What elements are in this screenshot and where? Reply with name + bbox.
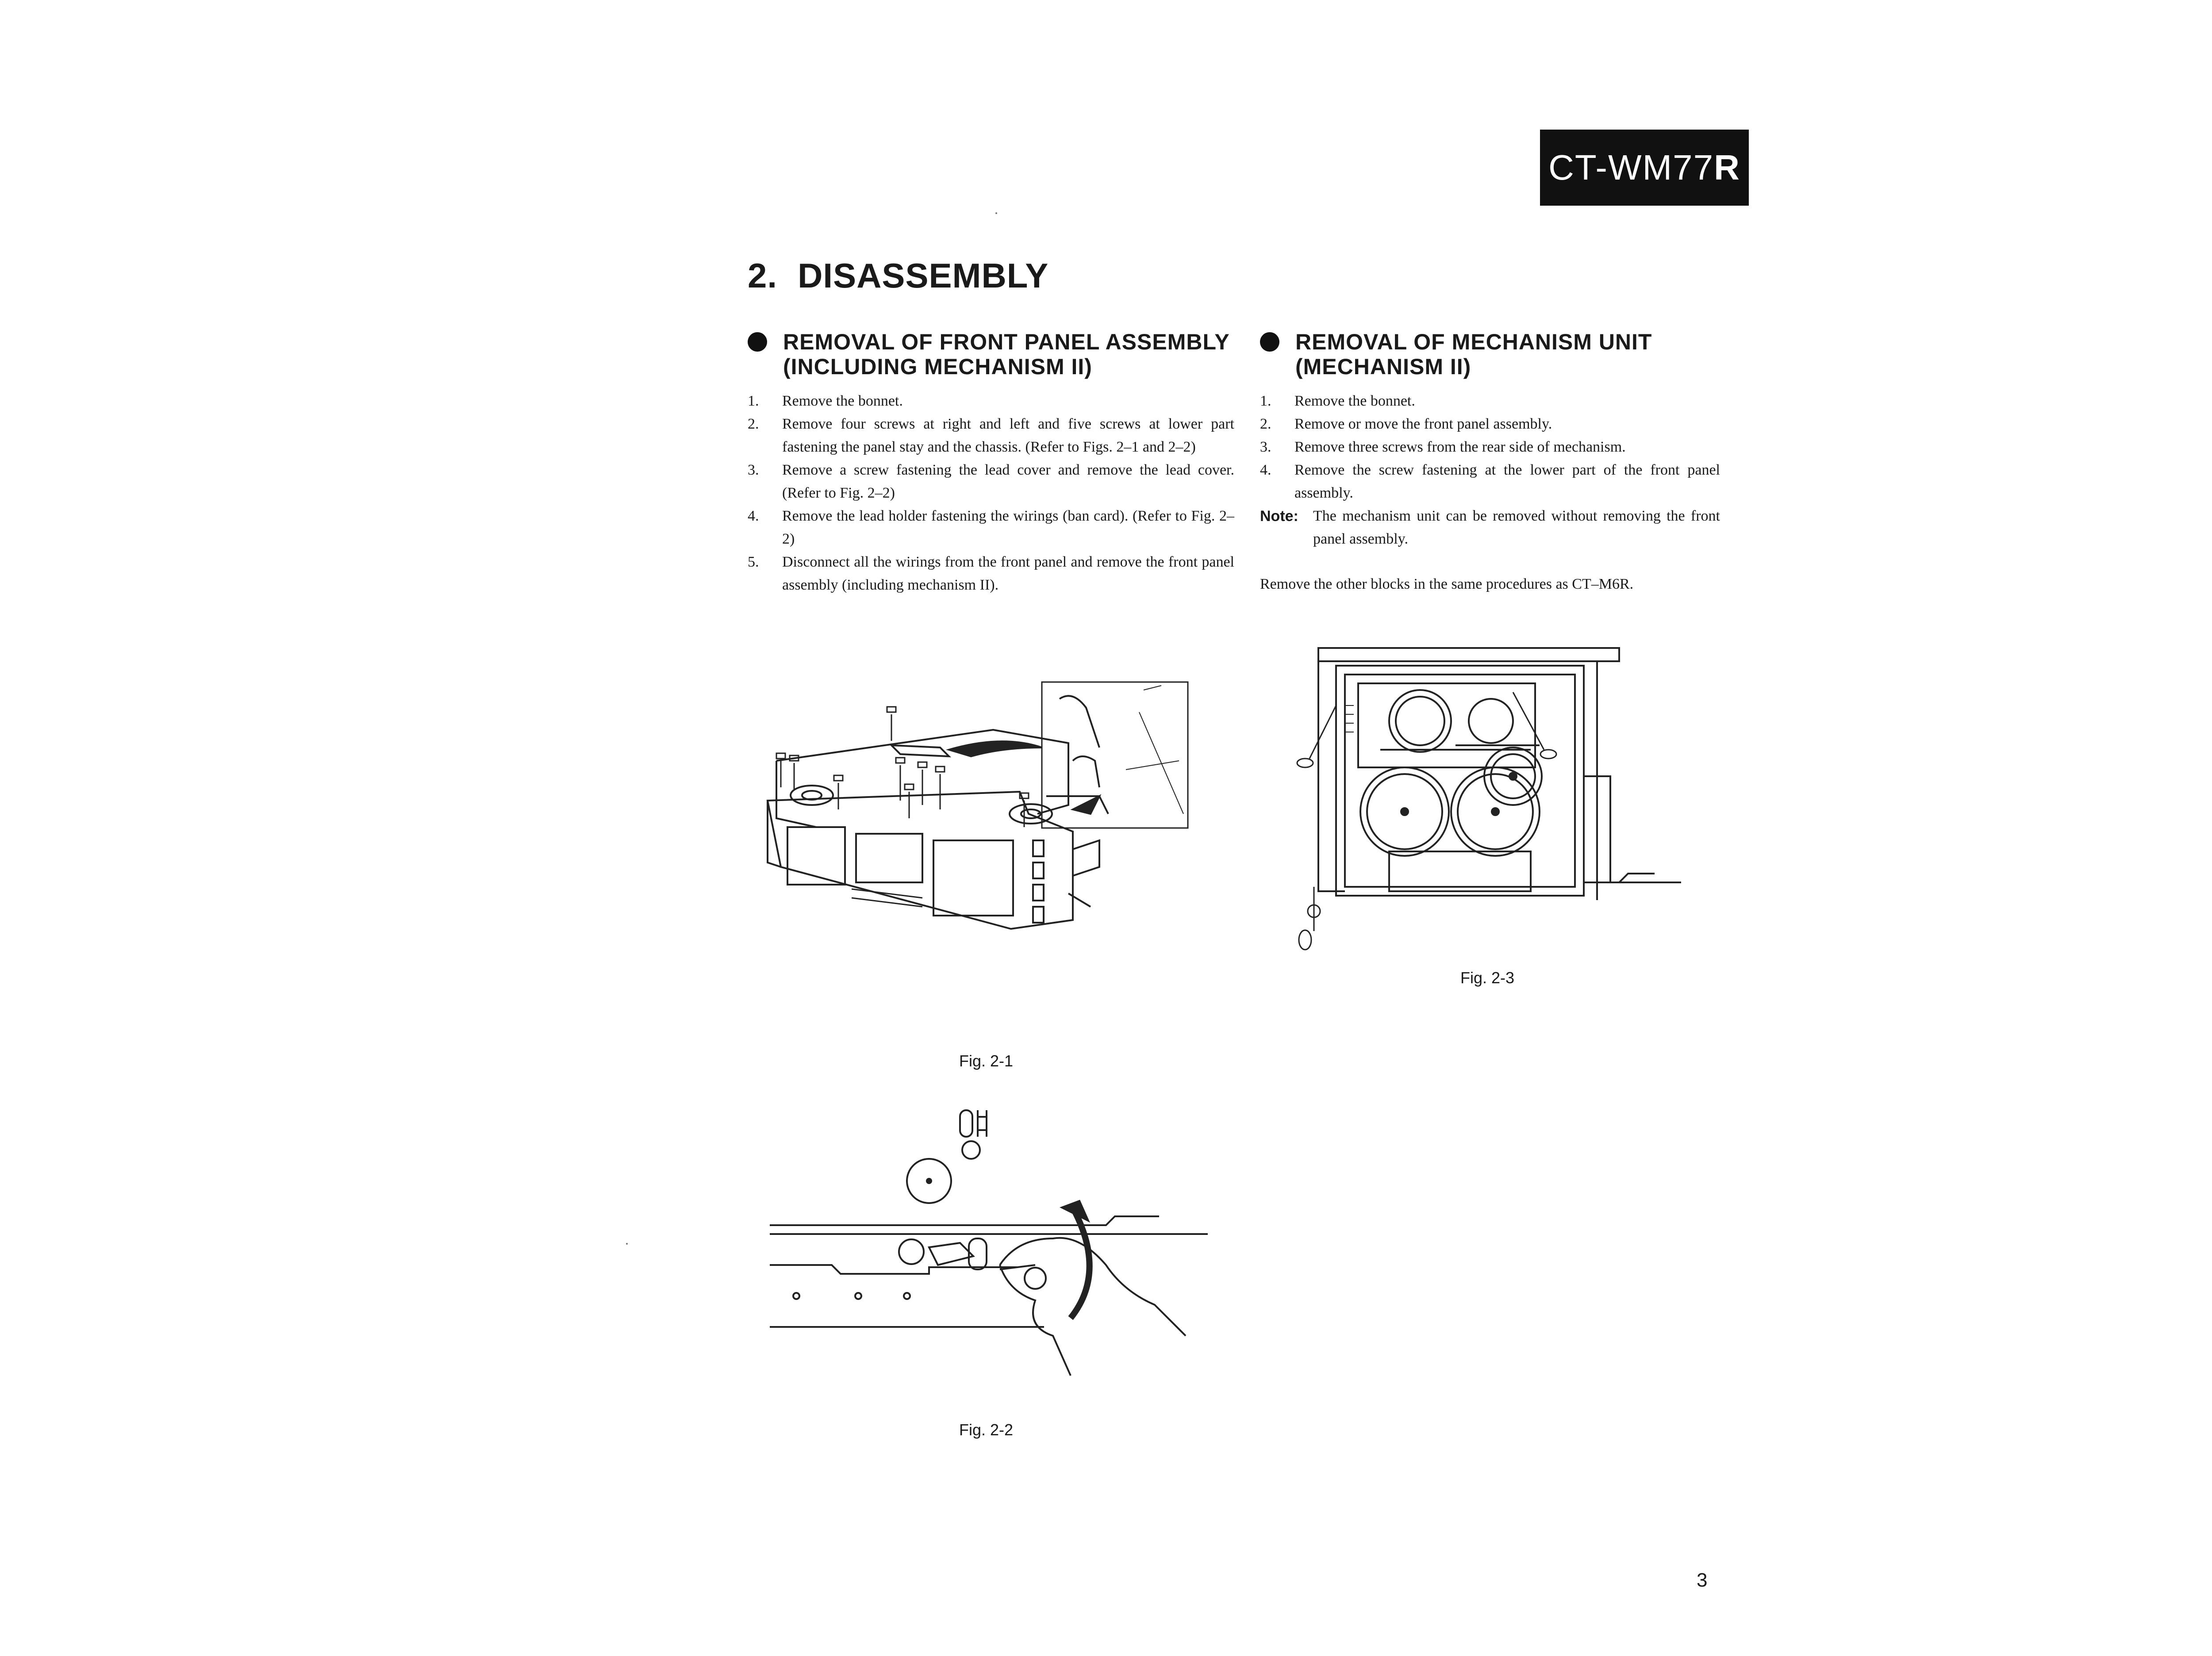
step-text: Disconnect all the wirings from the front panel and remove the front panel assembly (including mechanism II).: [782, 554, 1234, 593]
fig-2-3-illustration: [1292, 644, 1681, 962]
front-panel-steps: [748, 390, 1234, 597]
list-item: [1260, 459, 1720, 505]
model-prefix: CT-WM77: [1548, 148, 1714, 187]
step-number: 3.: [1260, 439, 1271, 455]
fig-2-1-illustration: [763, 681, 1206, 1008]
step-number: 4.: [748, 508, 759, 524]
page-number: 3: [1697, 1569, 1708, 1591]
fig-2-1-caption: Fig. 2-1: [959, 1052, 1014, 1070]
list-item: [748, 459, 1234, 505]
list-item: [748, 390, 1234, 413]
list-item: [1260, 413, 1720, 436]
section-title-text: DISASSEMBLY: [798, 256, 1049, 295]
model-suffix: R: [1714, 148, 1740, 187]
front-panel-removal-section: [748, 330, 1234, 597]
step-number: 3.: [748, 462, 759, 478]
front-panel-heading-line1: REMOVAL OF FRONT PANEL ASSEMBLY: [783, 330, 1230, 354]
step-number: 4.: [1260, 462, 1271, 478]
bullet-icon: [1260, 332, 1279, 352]
mechanism-heading-line1: REMOVAL OF MECHANISM UNIT: [1295, 330, 1652, 354]
front-panel-heading: [748, 330, 1234, 379]
scan-speck: [995, 212, 997, 214]
note-text: The mechanism unit can be removed without removing the front panel assembly.: [1313, 508, 1720, 547]
list-item: [748, 505, 1234, 551]
step-number: 1.: [1260, 393, 1271, 409]
scan-speck: [626, 1243, 628, 1245]
fig-2-2-illustration: [770, 1106, 1212, 1389]
bullet-icon: [748, 332, 767, 352]
list-item: [748, 413, 1234, 459]
list-item: [748, 551, 1234, 597]
model-badge: [1540, 130, 1749, 206]
note-label: Note:: [1260, 508, 1298, 525]
step-text: Remove or move the front panel assembly.: [1294, 416, 1552, 432]
list-item: [1260, 390, 1720, 413]
section-number: 2.: [748, 256, 778, 295]
fig-2-3-caption: Fig. 2-3: [1460, 969, 1515, 987]
step-number: 5.: [748, 554, 759, 570]
mechanism-heading: [1260, 330, 1720, 379]
front-panel-heading-line2: (INCLUDING MECHANISM II): [783, 354, 1092, 379]
mechanism-removal-section: [1260, 330, 1720, 596]
step-text: Remove the screw fastening at the lower part of the front panel assembly.: [1294, 462, 1720, 501]
step-text: Remove four screws at right and left and five screws at lower part fastening the panel stay and the chassis. (Refer to Figs. 2–1 and 2–2): [782, 416, 1234, 455]
step-text: Remove a screw fastening the lead cover and remove the lead cover. (Refer to Fig. 2–2): [782, 462, 1234, 501]
mechanism-heading-line2: (MECHANISM II): [1295, 354, 1471, 379]
step-text: Remove the lead holder fastening the wirings (ban card). (Refer to Fig. 2–2): [782, 508, 1234, 547]
step-text: Remove three screws from the rear side of mechanism.: [1294, 439, 1626, 455]
list-item: [1260, 436, 1720, 459]
step-number: 1.: [748, 393, 759, 409]
section-title: [748, 256, 1048, 296]
step-text: Remove the bonnet.: [1294, 393, 1415, 409]
step-number: 2.: [748, 416, 759, 432]
fig-2-2-caption: Fig. 2-2: [959, 1421, 1014, 1439]
mechanism-steps: [1260, 390, 1720, 505]
other-blocks-note: Remove the other blocks in the same procedures as CT–M6R.: [1260, 576, 1634, 592]
note: [1260, 505, 1720, 551]
step-text: Remove the bonnet.: [782, 393, 903, 409]
step-number: 2.: [1260, 416, 1271, 432]
